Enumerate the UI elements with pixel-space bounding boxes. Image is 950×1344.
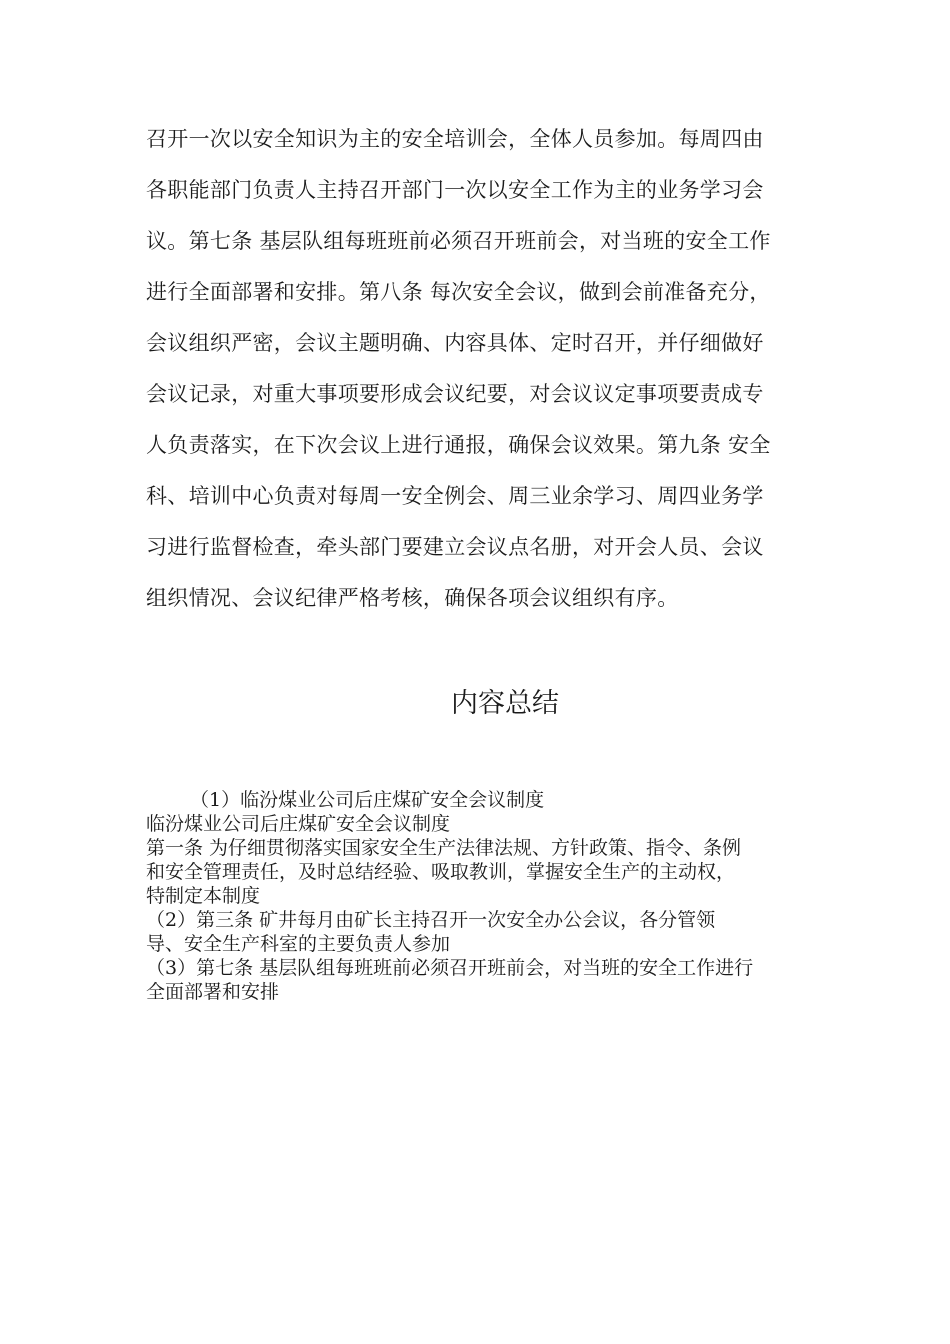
body-line: 进行全面部署和安排。第八条 每次安全会议，做到会前准备充分， (146, 280, 771, 304)
body-line: 科、培训中心负责对每周一安全例会、周三业余学习、周四业务学 (146, 484, 764, 508)
summary-title: 内容总结 (451, 688, 559, 719)
summary-line: 临汾煤业公司后庄煤矿安全会议制度 (146, 813, 451, 835)
body-line: 会议记录，对重大事项要形成会议纪要，对会议议定事项要责成专 (146, 382, 764, 406)
body-line: 人负责落实，在下次会议上进行通报，确保会议效果。第九条 安全 (146, 433, 771, 457)
summary-line: （2）第三条 矿井每月由矿长主持召开一次安全办公会议，各分管领 (146, 909, 716, 931)
summary-line: （3）第七条 基层队组每班班前必须召开班前会，对当班的安全工作进行 (146, 957, 754, 979)
body-line: 召开一次以安全知识为主的安全培训会，全体人员参加。每周四由 (146, 127, 764, 151)
body-text (146, 114, 826, 624)
body-line: 各职能部门负责人主持召开部门一次以安全工作为主的业务学习会 (146, 178, 764, 202)
summary-line: 第一条 为仔细贯彻落实国家安全生产法律法规、方针政策、指令、条例 (146, 837, 742, 859)
summary-line: 特制定本制度 (146, 885, 261, 907)
body-line: 习进行监督检查，牵头部门要建立会议点名册，对开会人员、会议 (146, 535, 764, 559)
body-line: 议。第七条 基层队组每班班前必须召开班前会，对当班的安全工作 (146, 229, 771, 253)
body-line: 组织情况、会议纪律严格考核，确保各项会议组织有序。 (146, 586, 679, 610)
body-line: 会议组织严密，会议主题明确、内容具体、定时召开，并仔细做好 (146, 331, 764, 355)
summary-line: 导、安全生产科室的主要负责人参加 (146, 933, 451, 955)
summary-line: （1）临汾煤业公司后庄煤矿安全会议制度 (190, 789, 545, 811)
summary-section (146, 788, 826, 1004)
summary-line: 全面部署和安排 (146, 981, 280, 1003)
summary-line: 和安全管理责任，及时总结经验、吸取教训，掌握安全生产的主动权， (146, 861, 736, 883)
